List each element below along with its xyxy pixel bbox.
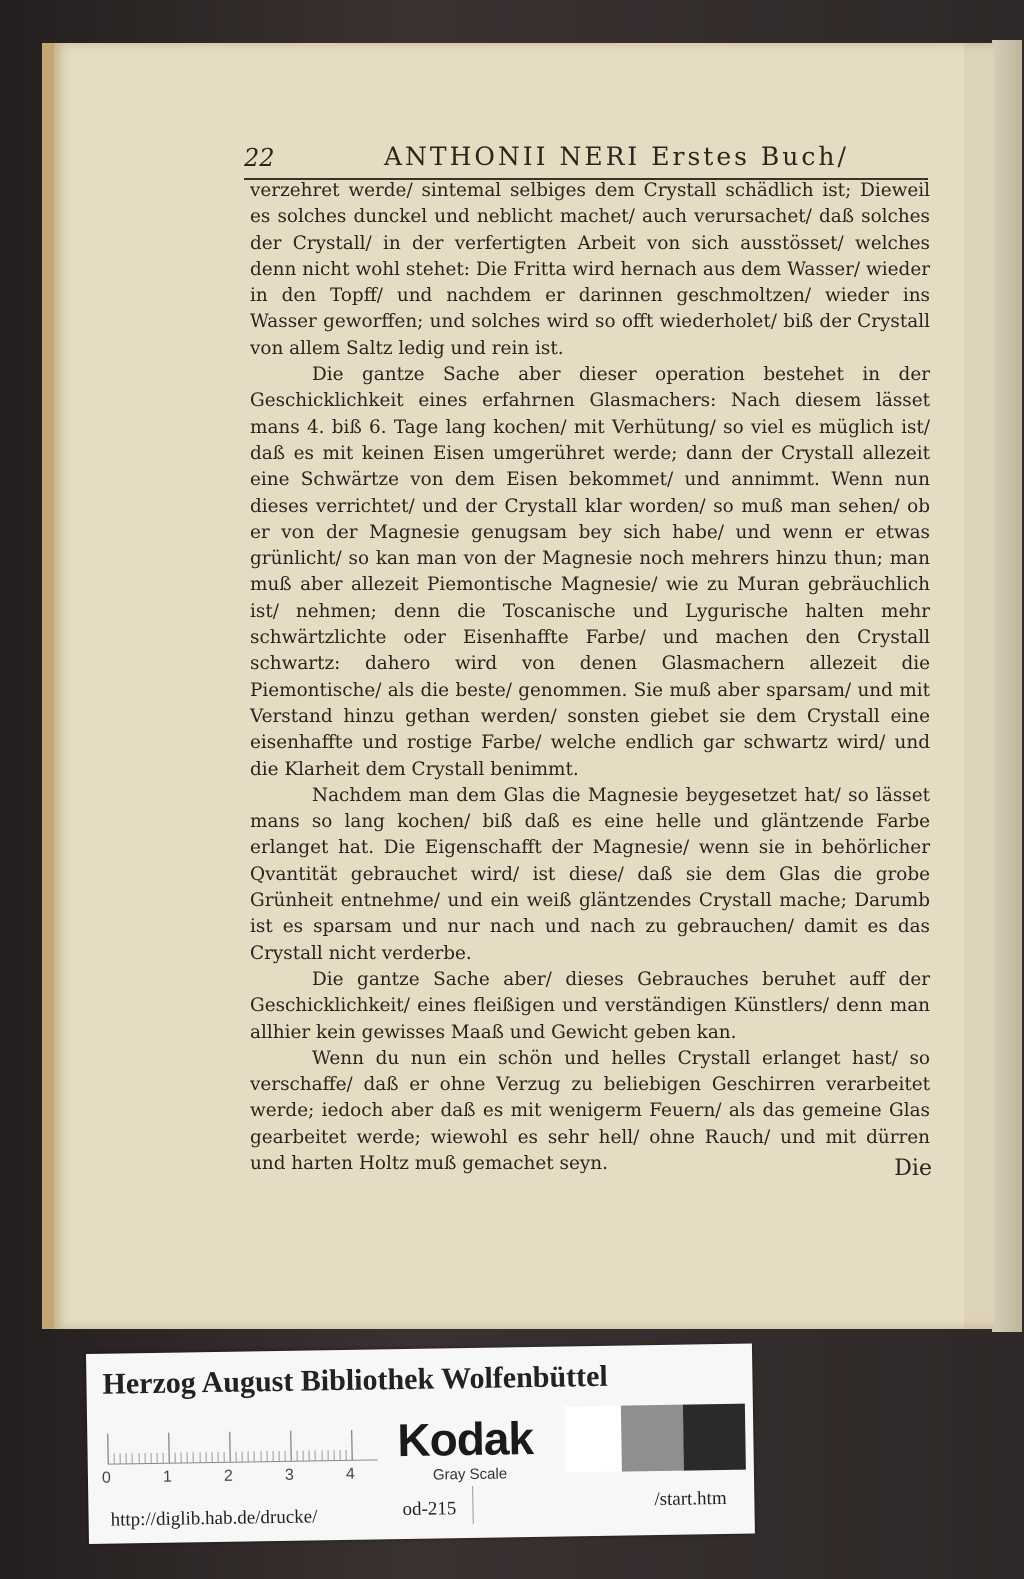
running-head [384, 142, 849, 171]
ruler-tick [254, 1451, 255, 1461]
running-head-title: Erstes Buch/ [651, 142, 849, 171]
ruler-tick [290, 1431, 291, 1461]
ruler-tick [297, 1451, 298, 1461]
ruler-tick [144, 1453, 145, 1463]
ruler-label: 4 [345, 1465, 355, 1483]
ruler-tick [217, 1452, 218, 1462]
ruler-tick [138, 1453, 139, 1463]
library-name: Herzog August Bibliothek Wolfenbüttel [102, 1359, 609, 1401]
ruler-tick [272, 1451, 273, 1461]
ruler-tick [333, 1450, 334, 1460]
paragraph: verzehret werde/ sintemal selbiges dem Crystall schädlich ist; Dieweil es solches dunckel und neblicht machet/ auch verursachet/ daß solches der Crystall/ in der verfertigten Arbeit von sich ausstösset/ welches denn nicht wohl stehet: Die Fritta wird hernach aus dem Wasser/ wieder in den Topff/ und nachdem er darinnen geschmoltzen/ wieder ins Wasser geworffen; und solches wird so offt wiederholet/ biß der Crystall von allem Saltz ledig und rein ist. [250, 180, 930, 359]
ruler-tick [211, 1452, 212, 1462]
ruler-tick [114, 1454, 115, 1464]
swatch-black [683, 1404, 746, 1471]
ruler-tick [181, 1453, 182, 1463]
body-text [250, 178, 930, 1177]
paragraph: Nachdem man dem Glas die Magnesie beygesetzet hat/ so lässet mans so lang kochen/ biß daß es eine helle und gläntzende Farbe erlanget hat. Die Eigenschafft der Magnesie/ wenn sie in behörlicher Qvantität gebrauchet wird/ ist diese/ daß sie dem Glas die grobe Grünheit entnehme/ und ein weiß gläntzendes Crystall mache; Darumb ist es sparsam und nur nach und nach zu gebrauchen/ damit es das Crystall nicht verderbe. [250, 784, 930, 964]
ruler-tick [266, 1451, 267, 1461]
paragraph: Die gantze Sache aber/ dieses Gebrauches beruhet auff der Geschicklichkeit/ eines fleißigen und verständigen Künstlers/ denn man allhier kein gewisses Maaß und Gewicht geben kan. [250, 968, 930, 1043]
ruler-tick [150, 1453, 151, 1463]
book-id: od-215 [402, 1498, 457, 1521]
facing-page-edge [992, 40, 1022, 1332]
ruler-tick [107, 1434, 108, 1464]
ruler-tick [199, 1452, 200, 1462]
source-url: http://diglib.hab.de/drucke/ [110, 1506, 318, 1531]
ruler-tick [260, 1451, 261, 1461]
catchword: Die [894, 1156, 932, 1181]
ruler-tick [339, 1450, 340, 1460]
gray-scale-label: Gray Scale [432, 1465, 508, 1484]
ruler-tick [321, 1450, 322, 1460]
paragraph: Die gantze Sache aber dieser operation bestehet in der Geschicklichkeit eines erfahrnen Glasmachers: Nach diesem lässet mans 4. biß 6. Tage lang kochen/ mit Verhütung/ so viel es müglich ist/ daß es mit keinen Eisen umgerühret werde; dann der Crystall allezeit eine Schwärtze von dem Eisen bekommet/ und annimmt. Wenn nun dieses verrichtet/ und der Crystall klar worden/ so muß man sehen/ ob er von der Magnesie genugsam bey sich habe/ und wenn er etwas grünlicht/ so kan man von der Magnesie noch mehrers hinzu thun; man muß aber allezeit Piemontische Magnesie/ wie zu Muran gebräuchlich ist/ nehmen; denn die Toscanische und Lygurische halten mehr schwärtzlichte oder Eisenhaffte Farbe/ und machen den Crystall schwartz: dahero wird von denen Glasmachern allezeit die Piemontische/ als die beste/ genommen. Sie muß aber sparsam/ und mit Verstand hinzu gethan werden/ sonsten giebet sie dem Crystall eine eisenhaffte und rostige Farbe/ welche endlich gar schwartz wird/ und die Klarheit dem Crystall benimmt. [250, 364, 930, 780]
ruler-tick [315, 1450, 316, 1460]
ruler-tick [248, 1451, 249, 1461]
ruler-tick [126, 1453, 127, 1463]
ruler-tick [303, 1451, 304, 1461]
ruler-tick [327, 1450, 328, 1460]
ruler-tick [242, 1452, 243, 1462]
ruler-tick [351, 1430, 352, 1460]
swatch-gray [621, 1405, 684, 1472]
ruler-tick [168, 1433, 169, 1463]
ruler-tick [345, 1450, 346, 1460]
ruler-tick [223, 1452, 224, 1462]
ruler-label: 0 [101, 1469, 111, 1487]
ruler-labels [102, 1465, 382, 1491]
ruler-tick [132, 1453, 133, 1463]
swatch-white [565, 1406, 622, 1473]
gray-scale-swatches [565, 1404, 746, 1473]
ruler-label: 3 [284, 1466, 294, 1484]
ruler-tick [120, 1453, 121, 1463]
ruler-tick [162, 1453, 163, 1463]
ruler-tick [309, 1450, 310, 1460]
page-header [244, 138, 928, 180]
ruler-tick [229, 1432, 230, 1462]
running-head-name: ANTHONII NERI [384, 142, 641, 171]
ruler-tick [278, 1451, 279, 1461]
ruler-tick [187, 1452, 188, 1462]
source-url-end: /start.htm [654, 1487, 727, 1511]
ruler-tick [236, 1452, 237, 1462]
ruler-tick [156, 1453, 157, 1463]
ruler-tick [193, 1452, 194, 1462]
kodak-logo: Kodak [396, 1411, 534, 1467]
page-number: 22 [244, 144, 275, 172]
color-reference-card [86, 1344, 755, 1544]
ruler-label: 2 [223, 1467, 233, 1485]
ruler-tick [284, 1451, 285, 1461]
ruler-label: 1 [162, 1468, 172, 1486]
divider [472, 1486, 474, 1524]
ruler [107, 1425, 378, 1464]
ruler-tick [205, 1452, 206, 1462]
paragraph: Wenn du nun ein schön und helles Crystall erlanget hast/ so verschaffe/ daß er ohne Verzug zu beliebigen Geschirren verarbeitet werde; iedoch aber daß es mit wenigerm Feuern/ als das gemeine Glas gearbeitet werde; wiewohl es sehr hell/ ohne Rauch/ und mit dürren und harten Holtz muß gemachet seyn. [250, 1047, 930, 1174]
ruler-tick [175, 1453, 176, 1463]
